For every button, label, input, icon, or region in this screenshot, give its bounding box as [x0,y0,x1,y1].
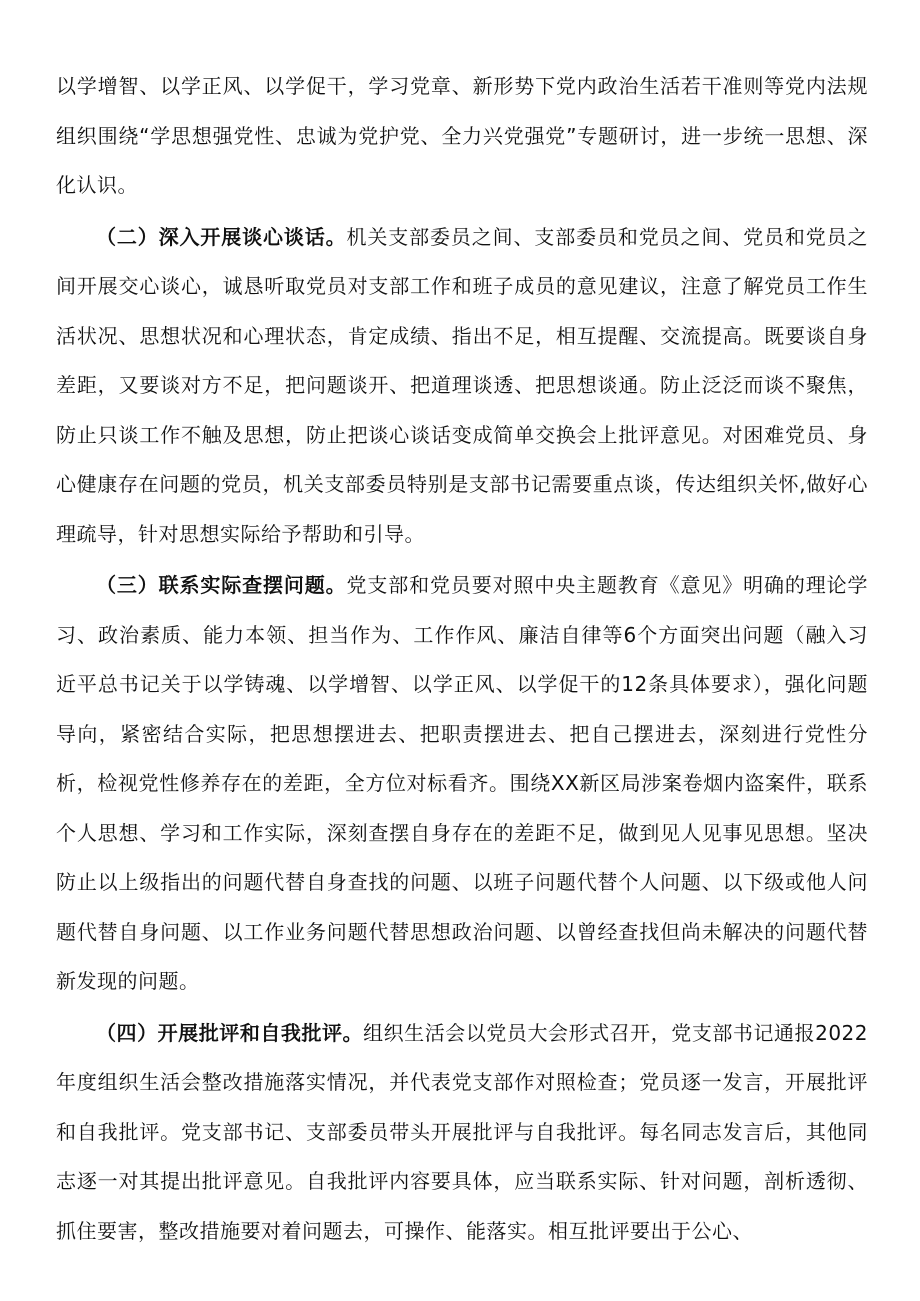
paragraph-body: 党支部和党员要对照中央主题教育《意见》明确的理论学习、政治素质、能力本领、担当作为、工作作风、廉洁自律等6个方面突出问题（融入习近平总书记关于以学铸魂、以学增智、以学正风、以学促干的12条具体要求），强化问题导向，紧密结合实际，把思想摆进去、把职责摆进去、把自己摆进去，深刻进行党性分析，检视党性修养存在的差距，全方位对标看齐。围绕XX新区局涉案卷烟内盗案件，联系个人思想、学习和工作实际，深刻查摆自身存在的差距不足，做到见人见事见思想。坚决防止以上级指出的问题代替自身查找的问题、以班子问题代替个人问题、以下级或他人问题代替自身问题、以工作业务问题代替思想政治问题、以曾经查找但尚未解决的问题代替新发现的问题。 [56,573,868,993]
paragraph-section-4 [56,1009,868,1257]
paragraph-section-3 [56,561,868,1007]
paragraph-section-2 [56,213,868,560]
section-heading: （四）开展批评和自我批评。 [96,1020,364,1045]
section-heading: （三）联系实际查摆问题。 [96,573,347,597]
paragraph-body: 机关支部委员之间、支部委员和党员之间、党员和党员之间开展交心谈心，诚恳听取党员对支部工作和班子成员的意见建议，注意了解党员工作生活状况、思想状况和心理状态，肯定成绩、指出不足，相互提醒、交流提高。既要谈自身差距，又要谈对方不足，把问题谈开、把道理谈透、把思想谈通。防止泛泛而谈不聚焦，防止只谈工作不触及思想，防止把谈心谈话变成简单交换会上批评意见。对困难党员、身心健康存在问题的党员，机关支部委员特别是支部书记需要重点谈，传达组织关怀,做好心理疏导，针对思想实际给予帮助和引导。 [56,224,868,546]
section-heading: （二）深入开展谈心谈话。 [96,224,347,249]
paragraph-continuation [56,62,868,211]
paragraph-body: 以学增智、以学正风、以学促干，学习党章、新形势下党内政治生活若干准则等党内法规组织围绕“学思想强党性、忠诚为党护党、全力兴党强党”专题研讨，进一步统一思想、深化认识。 [56,74,868,197]
paragraph-body: 组织生活会以党员大会形式召开，党支部书记通报2022年度组织生活会整改措施落实情况，并代表党支部作对照检查；党员逐一发言，开展批评和自我批评。党支部书记、支部委员带头开展批评与自我批评。每名同志发言后，其他同志逐一对其提出批评意见。自我批评内容要具体，应当联系实际、针对问题，剖析透彻、抓住要害，整改措施要对着问题去，可操作、能落实。相互批评要出于公心、 [56,1020,868,1243]
